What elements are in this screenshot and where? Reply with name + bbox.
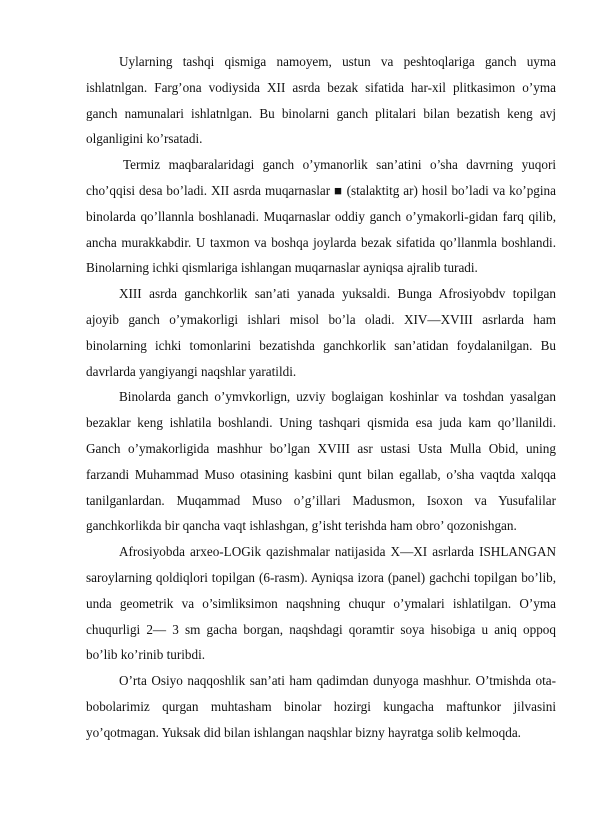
paragraph-3: XIII asrda ganchkorlik san’ati yanada yuksaldi. Bunga Afrosiyobdv topilgan ajoyib ganch o’ymakorligi ishlari misol bo’la oladi. XIV—XVIII asrlarda ham binolarning ichki tomonlarini bezatishda ganchkorlik san’atidan foydalanilgan. Bu davrlarda yangiyangi naqshlar yaratildi. — [86, 286, 556, 379]
paragraph-1: Uylarning tashqi qismiga namoyem, ustun va peshtoqlariga ganch uyma ishlatnlgan. Farg’ona vodiysida XII asrda bezak sifatida har-xil plitkasimon o’yma ganch namunalari ishlatnlgan. Bu binolarni ganch plitalari bilan bezatish keng avj olganligini ko’rsatadi. — [86, 54, 556, 147]
paragraph-5: Afrosiyobda arxeo-LOGik qazishmalar natijasida X—XI asrlarda ISHLANGAN saroylarning qoldiqlori topilgan (6-rasm). Ayniqsa izora (panel) gachchi topilgan bo’lib, unda geometrik va o’simliksimon naqshning chuqur o’ymalari ishlatilgan. O’yma chuqurligi 2— 3 sm gacha borgan, naqshdagi qoramtir soya hisobiga u aniq oppoq bo’lib ko’rinib turibdi. — [86, 544, 556, 663]
document-page — [86, 49, 556, 746]
paragraph-2: Termiz maqbaralaridagi ganch o’ymanorlik san’atini o’sha davrning yuqori cho’qqisi desa bo’ladi. XII asrda muqarnaslar ■ (stalaktitg ar) hosil bo’ladi va ko’pgina binolarda qo’llannla boshlanadi. Muqarnaslar oddiy ganch o’ymakorli-gidan farq qilib, ancha murakkabdir. U taxmon va boshqa joylarda bezak sifatida qo’llanmla boshlandi. Binolarning ichki qismlariga ishlangan muqarnaslar ayniqsa ajralib turadi. — [86, 157, 556, 276]
paragraph-4: Binolarda ganch o’ymvkorlign, uzviy boglaigan koshinlar va toshdan yasalgan bezaklar keng ishlatila boshlandi. Uning tashqari qismida esa juda kam qo’llanildi. Ganch o’ymakorligida mashhur bo’lgan XVIII asr ustasi Usta Mulla Obid, uning farzandi Muhammad Muso otasining kasbini qunt bilan egallab, o’sha vaqtda xalqqa tanilganlardan. Muqammad Muso o’g’illari Madusmon, Isoxon va Yusufalilar ganchkorlikda bir qancha vaqt ishlashgan, g’isht terishda ham obro’ qozonishgan. — [86, 389, 556, 534]
paragraph-6: O’rta Osiyo naqqoshlik san’ati ham qadimdan dunyoga mashhur. O’tmishda ota-bobolarimiz qurgan muhtasham binolar hozirgi kungacha maftunkor jilvasini yo’qotmagan. Yuksak did bilan ishlangan naqshlar bizny hayratga solib kelmoqda. — [86, 673, 556, 740]
